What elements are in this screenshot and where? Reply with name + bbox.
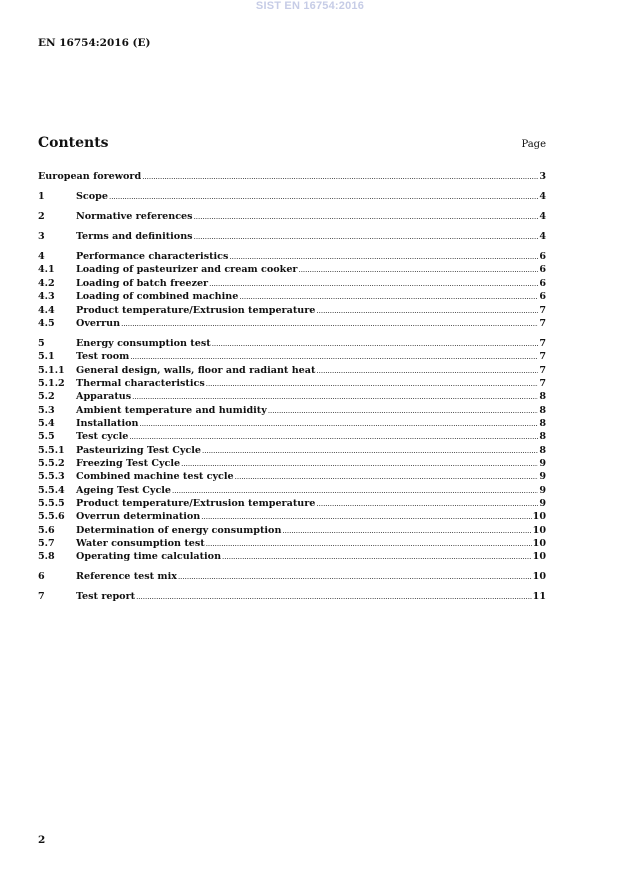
toc-entry-title: Test cycle bbox=[76, 431, 129, 443]
table-of-contents bbox=[38, 170, 546, 604]
toc-entry[interactable] bbox=[38, 537, 546, 550]
toc-entry-title: General design, walls, floor and radiant heat bbox=[76, 364, 316, 376]
toc-entry[interactable] bbox=[38, 570, 546, 583]
toc-entry-title: Ambient temperature and humidity bbox=[76, 404, 267, 416]
toc-entry[interactable] bbox=[38, 524, 546, 537]
toc-dot-leader bbox=[201, 511, 531, 524]
toc-entry-title: Overrun determination bbox=[76, 511, 201, 523]
page-column-label: Page bbox=[521, 139, 546, 150]
toc-entry-page: 9 bbox=[539, 471, 546, 483]
toc-entry[interactable] bbox=[38, 170, 546, 183]
toc-entry-page: 3 bbox=[539, 171, 546, 182]
toc-entry[interactable] bbox=[38, 290, 546, 303]
toc-dot-leader bbox=[316, 305, 538, 318]
toc-entry[interactable] bbox=[38, 497, 546, 510]
toc-dot-leader bbox=[239, 291, 538, 304]
toc-entry[interactable] bbox=[38, 444, 546, 457]
toc-dot-leader bbox=[194, 231, 539, 244]
toc-dot-leader bbox=[181, 458, 538, 471]
toc-dot-leader bbox=[316, 498, 538, 511]
toc-entry-page: 9 bbox=[539, 457, 546, 469]
toc-entry-number: 4.1 bbox=[38, 264, 55, 276]
toc-entry-title: Apparatus bbox=[76, 391, 132, 403]
toc-entry-number: 4.3 bbox=[38, 291, 55, 303]
toc-entry[interactable] bbox=[38, 404, 546, 417]
toc-entry-number: 4.5 bbox=[38, 317, 55, 329]
toc-entry[interactable] bbox=[38, 590, 546, 603]
toc-entry-number: 5 bbox=[38, 337, 45, 349]
toc-entry-title: Ageing Test Cycle bbox=[76, 484, 172, 496]
toc-entry-number: 4 bbox=[38, 251, 45, 263]
toc-entry-title: Overrun bbox=[76, 317, 121, 329]
toc-entry-page: 7 bbox=[539, 364, 546, 376]
toc-entry-title: Test room bbox=[76, 351, 130, 363]
toc-dot-leader bbox=[121, 318, 538, 331]
toc-entry-page: 6 bbox=[539, 251, 546, 263]
toc-entry-number: 5.5.4 bbox=[38, 484, 65, 496]
toc-entry[interactable] bbox=[38, 470, 546, 483]
toc-entry-page: 9 bbox=[539, 498, 546, 509]
toc-dot-leader bbox=[130, 351, 538, 364]
toc-entry-number: 5.7 bbox=[38, 538, 55, 550]
toc-entry-number: 4.2 bbox=[38, 277, 55, 289]
toc-dot-leader bbox=[235, 471, 539, 484]
toc-entry-page: 9 bbox=[539, 484, 546, 496]
toc-entry[interactable] bbox=[38, 263, 546, 276]
toc-entry-title: Pasteurizing Test Cycle bbox=[76, 444, 202, 456]
toc-entry-number: 5.5.6 bbox=[38, 511, 65, 523]
toc-entry-number: 5.8 bbox=[38, 551, 55, 563]
toc-dot-leader bbox=[298, 264, 538, 277]
toc-entry[interactable] bbox=[38, 230, 546, 243]
toc-dot-leader bbox=[132, 391, 538, 404]
toc-entry-title: Terms and definitions bbox=[76, 231, 193, 243]
toc-entry-page: 7 bbox=[539, 377, 546, 389]
toc-dot-leader bbox=[268, 405, 538, 418]
toc-entry-title: Freezing Test Cycle bbox=[76, 457, 181, 469]
toc-entry-number: 5.5.3 bbox=[38, 471, 65, 483]
toc-entry-page: 8 bbox=[539, 391, 546, 403]
toc-entry-title: European foreword bbox=[38, 171, 142, 182]
toc-entry[interactable] bbox=[38, 304, 546, 317]
toc-entry[interactable] bbox=[38, 210, 546, 223]
toc-dot-leader bbox=[172, 485, 538, 498]
toc-entry-number: 5.5.2 bbox=[38, 457, 65, 469]
toc-entry-page: 10 bbox=[532, 571, 546, 583]
toc-entry-number: 5.1 bbox=[38, 351, 55, 363]
toc-entry-number: 1 bbox=[38, 191, 45, 203]
toc-entry-title: Determination of energy consumption bbox=[76, 524, 282, 536]
document-id-header: EN 16754:2016 (E) bbox=[38, 37, 151, 49]
toc-entry-title: Performance characteristics bbox=[76, 251, 229, 263]
toc-entry[interactable] bbox=[38, 457, 546, 470]
toc-dot-leader bbox=[282, 525, 531, 538]
toc-entry[interactable] bbox=[38, 550, 546, 563]
toc-entry-title: Loading of combined machine bbox=[76, 291, 239, 303]
toc-entry-number: 6 bbox=[38, 571, 45, 583]
toc-entry-page: 10 bbox=[532, 524, 546, 536]
toc-dot-leader bbox=[136, 591, 532, 604]
toc-dot-leader bbox=[139, 418, 538, 431]
toc-entry-title: Normative references bbox=[76, 211, 193, 223]
toc-entry-page: 7 bbox=[539, 337, 546, 349]
toc-entry-page: 10 bbox=[532, 551, 546, 563]
toc-entry[interactable] bbox=[38, 337, 546, 350]
toc-entry-title: Loading of batch freezer bbox=[76, 277, 209, 289]
toc-entry-number: 5.5 bbox=[38, 431, 55, 443]
toc-entry[interactable] bbox=[38, 417, 546, 430]
toc-entry-title: Combined machine test cycle bbox=[76, 471, 234, 483]
toc-dot-leader bbox=[222, 551, 532, 564]
toc-entry-page: 4 bbox=[539, 231, 546, 243]
toc-entry-number: 3 bbox=[38, 231, 45, 243]
toc-entry[interactable] bbox=[38, 317, 546, 330]
toc-entry[interactable] bbox=[38, 364, 546, 377]
toc-entry-page: 6 bbox=[539, 264, 546, 276]
toc-entry-page: 11 bbox=[532, 591, 546, 603]
toc-dot-leader bbox=[209, 278, 538, 291]
toc-entry[interactable] bbox=[38, 430, 546, 443]
toc-entry-page: 6 bbox=[539, 291, 546, 303]
toc-entry-number: 7 bbox=[38, 591, 45, 603]
toc-entry-title: Installation bbox=[76, 417, 139, 429]
toc-entry[interactable] bbox=[38, 377, 546, 390]
toc-dot-leader bbox=[109, 191, 538, 204]
toc-entry-page: 4 bbox=[539, 211, 546, 223]
toc-entry[interactable] bbox=[38, 390, 546, 403]
toc-entry-title: Operating time calculation bbox=[76, 551, 222, 563]
toc-entry-title: Scope bbox=[76, 191, 108, 203]
toc-entry-title: Reference test mix bbox=[76, 571, 177, 583]
toc-entry-number: 5.4 bbox=[38, 417, 55, 429]
toc-dot-leader bbox=[206, 538, 532, 551]
toc-entry-number: 2 bbox=[38, 211, 45, 223]
toc-entry-title: Energy consumption test bbox=[76, 337, 211, 349]
toc-entry-number: 5.5.5 bbox=[38, 498, 65, 509]
toc-entry[interactable] bbox=[38, 277, 546, 290]
toc-dot-leader bbox=[194, 211, 539, 224]
toc-dot-leader bbox=[178, 571, 532, 584]
toc-entry[interactable] bbox=[38, 190, 546, 203]
toc-entry[interactable] bbox=[38, 484, 546, 497]
toc-dot-leader bbox=[202, 445, 538, 458]
toc-entry-number: 5.3 bbox=[38, 404, 55, 416]
toc-entry-page: 7 bbox=[539, 351, 546, 363]
toc-dot-leader bbox=[229, 251, 538, 264]
toc-dot-leader bbox=[206, 378, 539, 391]
toc-entry-page: 10 bbox=[532, 511, 546, 523]
toc-dot-leader bbox=[142, 171, 538, 184]
toc-entry-title: Loading of pasteurizer and cream cooker bbox=[76, 264, 298, 276]
toc-entry-page: 8 bbox=[539, 444, 546, 456]
toc-entry[interactable] bbox=[38, 250, 546, 263]
toc-entry-number: 5.5.1 bbox=[38, 444, 65, 456]
toc-entry-page: 6 bbox=[539, 277, 546, 289]
toc-entry-page: 7 bbox=[539, 304, 546, 316]
toc-entry-page: 7 bbox=[539, 317, 546, 329]
toc-entry-page: 10 bbox=[532, 538, 546, 550]
toc-entry[interactable] bbox=[38, 350, 546, 363]
toc-entry-page: 4 bbox=[539, 191, 546, 203]
toc-entry-page: 8 bbox=[539, 417, 546, 429]
toc-entry-number: 5.2 bbox=[38, 391, 55, 403]
toc-entry-number: 5.1.1 bbox=[38, 364, 65, 376]
toc-entry-title: Thermal characteristics bbox=[76, 377, 205, 389]
toc-entry-page: 8 bbox=[539, 404, 546, 416]
footer-page-number: 2 bbox=[38, 834, 46, 846]
toc-entry[interactable] bbox=[38, 510, 546, 523]
toc-entry-number: 5.6 bbox=[38, 524, 55, 536]
toc-entry-title: Water consumption test bbox=[76, 538, 205, 550]
toc-entry-page: 8 bbox=[539, 431, 546, 443]
toc-entry-number: 5.1.2 bbox=[38, 377, 65, 389]
watermark: SIST EN 16754:2016 bbox=[255, 0, 365, 12]
toc-entry-title: Test report bbox=[76, 591, 136, 603]
toc-entry-title: Product temperature/Extrusion temperature bbox=[76, 498, 316, 509]
toc-entry-title: Product temperature/Extrusion temperature bbox=[76, 304, 316, 316]
toc-dot-leader bbox=[316, 365, 538, 378]
toc-dot-leader bbox=[212, 338, 539, 351]
toc-entry-number: 4.4 bbox=[38, 304, 55, 316]
toc-dot-leader bbox=[129, 431, 538, 444]
contents-heading: Contents bbox=[38, 135, 109, 151]
